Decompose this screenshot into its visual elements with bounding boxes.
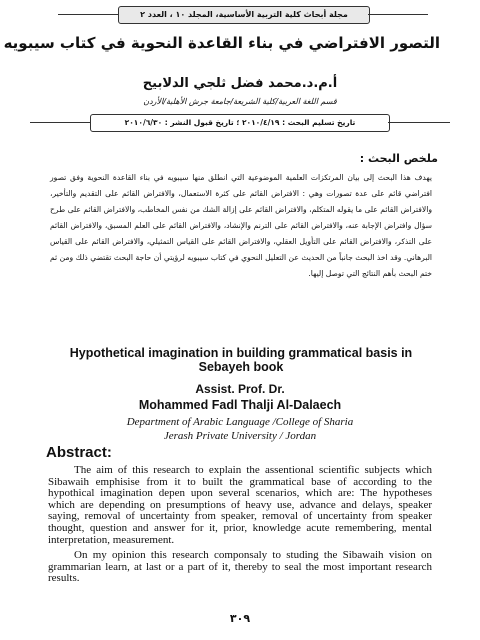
- page-number: ٣٠٩: [229, 612, 251, 625]
- arabic-title: التصور الافتراضي في بناء القاعدة النحوية في كتاب سيبويه: [3, 34, 440, 52]
- english-abstract-heading: Abstract:: [46, 444, 112, 461]
- english-title: Hypothetical imagination in building grammatical basis in Sebayeh book: [69, 346, 413, 374]
- header-rule-left: [58, 14, 118, 15]
- header-rule-right: [368, 14, 428, 15]
- english-abstract-paragraph-2: On my opinion this research componsaly to studing the Sibawaih vision on grammarian learn, at last or a part of it, thereby to seal the most important research results.: [48, 549, 432, 585]
- english-abstract: [48, 465, 432, 585]
- english-university: Jerash Private University / Jordan: [163, 430, 317, 442]
- arabic-author: أ.م.د.محمد فضل ثلجي الدلابيح: [142, 76, 338, 91]
- english-author: Mohammed Fadl Thalji Al-Dalaech: [138, 398, 342, 412]
- dates-rule-left: [30, 122, 90, 123]
- arabic-affiliation: قسم اللغة العربية/كلية الشريعة/جامعة جرش الأهلية/الأردن: [143, 97, 337, 106]
- arabic-abstract: يهدف هذا البحث إلى بيان المرتكزات العلمية الموضوعية التي انطلق منها سيبويه في بناء القاعدة النحوية وفق تصور افتراضي قائم على عدة تصورات وهي : الافتراض القائم على كثرة الاستعمال، والافتراض القائم على التقديم والتأخير، والافتراض القائم على ما يقوله المتكلم، والافتراض القائم على إزالة الشك من نفس المخاطب، والافتراض القائم على طرح سؤال وافتراض الإجابة عنه، والافتراض القائم على الترنم والإنشاد، والافتراض القائم على العلم المسبق، والافتراض القائم على التذكر، والافتراض القائم على التأويل العقلي، والافتراض القائم على القياس التمثيلي، والافتراض القائم على القياس البرهاني. وقد اخذ البحث جانباً من الحديث عن التعليل النحوي في كتاب سيبويه لرؤيتي أن حاجة البحث تقتضي ذلك ومن ثم ختم البحث بأهم النتائج التي توصل إليها.: [50, 173, 432, 278]
- submission-dates: تاريخ تسليم البحث : ٢٠١٠/٤/١٩ ؛ تاريخ قبول النشر : ٢٠١٠/٦/٣٠: [90, 114, 390, 132]
- journal-header: مجلة أبحاث كلية التربية الأساسية، المجلد ١٠ ، العدد ٢: [118, 6, 370, 24]
- dates-rule-right: [388, 122, 450, 123]
- english-author-title: Assist. Prof. Dr.: [195, 382, 285, 396]
- arabic-abstract-heading: ملخص البحث :: [359, 152, 438, 165]
- english-department: Department of Arabic Language /College of Sharia: [126, 416, 354, 428]
- english-abstract-paragraph-1: The aim of this research to explain the assentional scientific subjects which Sibawaih emphisise from it to built the grammatical base of according to the hypothical imagination depen upon several scenarios, which are: The hypotheses which are depending on presumptions of heavy use, advance and delays, speaker saying, removal of uncertainty from speaker, removal of uncertainty from speaker thought, question and answer for it, prior, knowledge acute remembering, mental interpretation, measurement.: [48, 464, 432, 546]
